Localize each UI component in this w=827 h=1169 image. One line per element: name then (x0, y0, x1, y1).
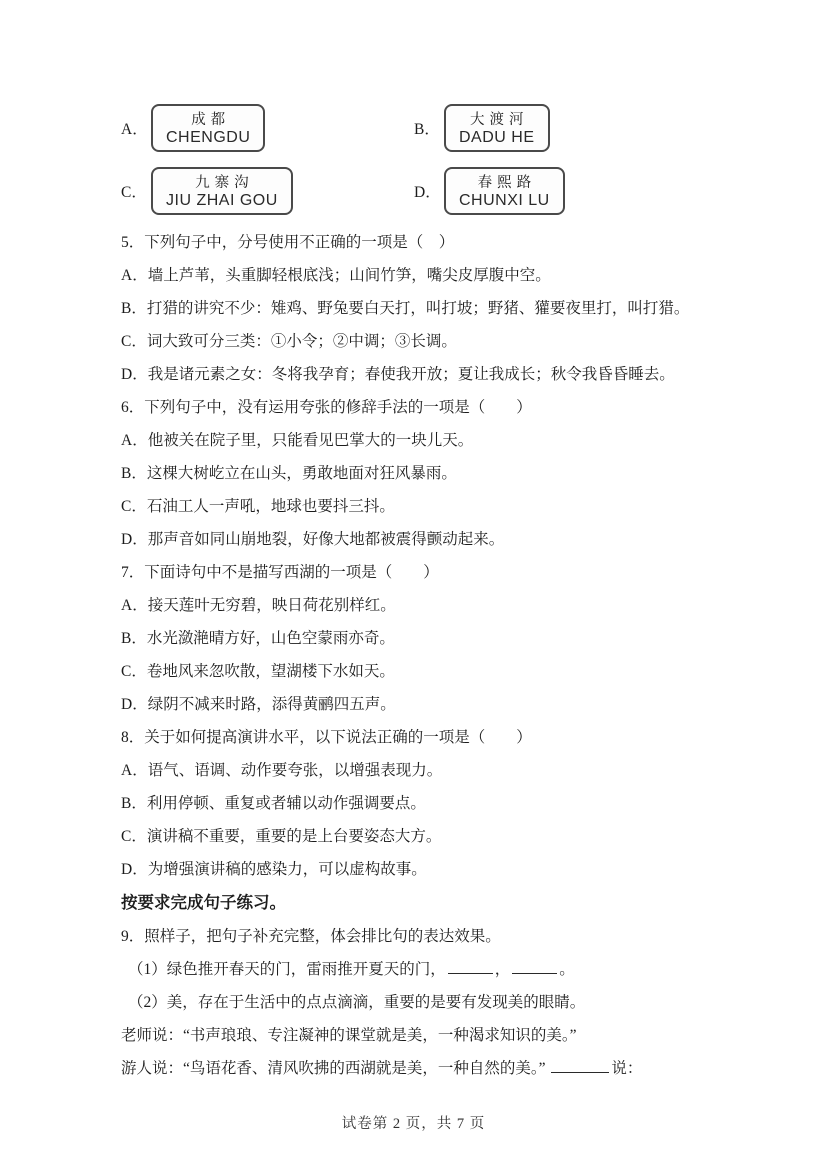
sign-en-label: CHUNXI LU (459, 192, 550, 209)
sign-option-a (121, 104, 414, 152)
question-7 (121, 563, 749, 714)
option-letter: A． (121, 121, 148, 138)
option-line: B．水光潋滟晴方好，山色空蒙雨亦奇。 (121, 630, 395, 647)
option-letter: D． (414, 184, 441, 201)
question-stem: 9．照样子，把句子补充完整，体会排比句的表达效果。 (121, 928, 501, 945)
sign-cn-label: 春熙路 (477, 175, 537, 191)
road-sign-chengdu (151, 104, 265, 152)
sign-cn-label: 九寨沟 (195, 175, 254, 191)
q9-item-1-text: （1）绿色推开春天的门，雷雨推开夏天的门， (128, 961, 446, 978)
q9-item-1-comma: ， (494, 961, 511, 978)
q9-item-1 (121, 960, 749, 979)
option-line: B．这棵大树屹立在山头，勇敢地面对狂风暴雨。 (121, 465, 457, 482)
section-heading: 按要求完成句子练习。 (121, 893, 286, 912)
road-sign-daduhe (444, 104, 550, 152)
option-letter: B． (414, 121, 440, 138)
question-stem: 6．下列句子中，没有运用夸张的修辞手法的一项是（ ） (121, 399, 532, 416)
option-letter: C． (121, 184, 147, 201)
sign-option-b (414, 104, 749, 152)
visitor-quote-line (121, 1059, 749, 1078)
sign-options-grid (121, 104, 749, 215)
option-line: A．语气、语调、动作要夸张，以增强表现力。 (121, 762, 443, 779)
question-8 (121, 728, 749, 879)
visitor-quote-text: 游人说：“鸟语花香、清风吹拂的西湖就是美，一种自然的美。” (121, 1060, 546, 1077)
answer-blank (512, 961, 557, 974)
question-9 (121, 927, 749, 1078)
page-footer: 试卷第 2 页，共 7 页 (341, 1116, 486, 1132)
question-stem: 7．下面诗句中不是描写西湖的一项是（ ） (121, 564, 439, 581)
question-5 (121, 233, 749, 384)
question-stem: 5．下列句子中，分号使用不正确的一项是（ ） (121, 234, 455, 251)
option-line: A．接天莲叶无穷碧，映日荷花别样红。 (121, 597, 396, 614)
sign-option-c (121, 167, 414, 215)
answer-blank (551, 1060, 609, 1073)
option-line: A．墙上芦苇，头重脚轻根底浅；山间竹笋，嘴尖皮厚腹中空。 (121, 267, 551, 284)
option-line: D．绿阴不减来时路，添得黄鹂四五声。 (121, 696, 396, 713)
option-line: D．那声音如同山崩地裂，好像大地都被震得颤动起来。 (121, 531, 505, 548)
road-sign-jiuzhaigou (151, 167, 293, 215)
option-line: C．演讲稿不重要，重要的是上台要姿态大方。 (121, 828, 442, 845)
road-sign-chunxilu (444, 167, 565, 215)
option-line: A．他被关在院子里，只能看见巴掌大的一块儿天。 (121, 432, 474, 449)
option-line: B．利用停顿、重复或者辅以动作强调要点。 (121, 795, 426, 812)
sign-option-d (414, 167, 749, 215)
sign-cn-label: 大渡河 (470, 112, 529, 128)
option-line: C．词大致可分三类：①小令；②中调；③长调。 (121, 333, 457, 350)
q9-item-1-period: 。 (559, 961, 575, 978)
answer-blank (448, 961, 493, 974)
option-line: D．为增强演讲稿的感染力，可以虚构故事。 (121, 861, 427, 878)
option-line: C．石油工人一声吼，地球也要抖三抖。 (121, 498, 395, 515)
question-stem: 8．关于如何提高演讲水平，以下说法正确的一项是（ ） (121, 729, 532, 746)
q9-item-2: （2）美，存在于生活中的点点滴滴，重要的是要有发现美的眼睛。 (128, 994, 586, 1011)
sign-cn-label: 成都 (191, 112, 231, 128)
option-line: D．我是诸元素之女：冬将我孕育；春使我开放；夏让我成长；秋令我昏昏睡去。 (121, 366, 675, 383)
question-6 (121, 398, 749, 549)
sign-en-label: DADU HE (459, 129, 535, 146)
sign-en-label: JIU ZHAI GOU (166, 192, 278, 209)
page-content (121, 104, 749, 1092)
visitor-quote-suffix: 说： (611, 1060, 643, 1077)
option-line: B．打猎的讲究不少：雉鸡、野兔要白天打，叫打坡；野猪、獾要夜里打，叫打猎。 (121, 300, 690, 317)
teacher-quote-line: 老师说：“书声琅琅、专注凝神的课堂就是美，一种渴求知识的美。” (121, 1027, 577, 1044)
option-line: C．卷地风来忽吹散，望湖楼下水如天。 (121, 663, 395, 680)
sign-en-label: CHENGDU (166, 129, 251, 146)
